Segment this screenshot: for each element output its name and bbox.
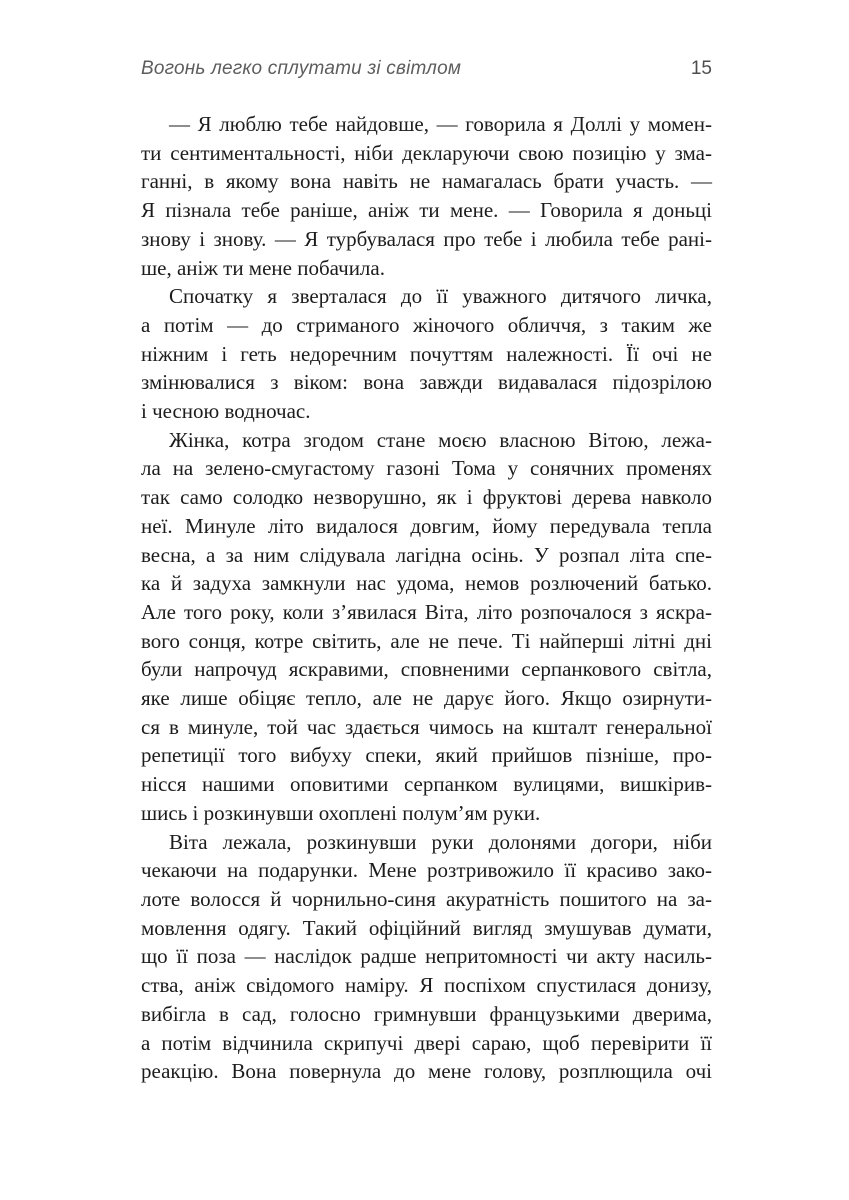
text-line: ти сентиментальності, ніби декларуючи свою позицію у зма- <box>141 140 712 165</box>
text-line: реакцію. Вона повернула до мене голову, розплющила очі <box>141 1059 712 1084</box>
text-line: ся в минуле, той час здається чимось на кшталт генеральної <box>141 714 712 739</box>
running-title: Вогонь легко сплутати зі світлом <box>141 58 462 79</box>
text-line: Але того року, коли з’явилася Віта, літо розпочалося з яскра- <box>141 599 712 624</box>
text-line: Жінка, котра згодом стане моєю власною Вітою, лежа- <box>169 427 712 452</box>
text-line: весна, а за ним слідувала лагідна осінь. У розпал літа спе- <box>141 542 712 567</box>
text-line: ніжним і геть недоречним почуттям належності. Її очі не <box>141 341 712 366</box>
text-line: ганні, в якому вона навіть не намагалась брати участь. — <box>141 169 712 194</box>
text-line: чекаючи на подарунки. Мене розтривожило її красиво зако- <box>141 858 712 883</box>
text-line: ка й задуха замкнули нас удома, немов розлючений батько. <box>141 571 712 596</box>
text-line: — Я люблю тебе найдовше, — говорила я Доллі у момен- <box>169 112 712 136</box>
text-line: лоте волосся й чорнильно-синя акуратність пошитого на за- <box>141 886 712 911</box>
body-text <box>141 110 712 1086</box>
text-line: змінювалися з віком: вона завжди видавалася підозрілою <box>141 370 712 395</box>
page-header <box>141 58 712 80</box>
text-line: так само солодко незворушно, як і фруктові дерева навколо <box>141 485 712 510</box>
text-line: репетиції того вибуху спеки, який прийшов пізніше, про- <box>141 743 712 768</box>
text-line: були напрочуд яскравими, сповненими серпанкового світла, <box>141 657 712 682</box>
text-line: ше, аніж ти мене побачила. <box>141 255 385 280</box>
text-line: мовлення одягу. Такий офіційний вигляд змушував думати, <box>141 915 712 940</box>
page-number: 15 <box>690 58 712 79</box>
text-line: неї. Минуле літо видалося довгим, йому передувала тепла <box>141 513 712 538</box>
text-line: вого сонця, котре світить, але не пече. Ті найперші літні дні <box>141 628 712 653</box>
text-line: нісся нашими оповитими серпанком вулицями, вишкірив- <box>141 772 712 797</box>
text-line: шись і розкинувши охоплені полум’ям руки. <box>141 800 541 825</box>
text-line: ства, аніж свідомого наміру. Я поспіхом спустилася донизу, <box>141 973 712 998</box>
text-line: а потім відчинила скрипучі двері сараю, щоб перевірити її <box>141 1030 712 1055</box>
text-line: Спочатку я зверталася до її уважного дитячого личка, <box>169 284 712 309</box>
text-line: а потім — до стриманого жіночого обличчя, з таким же <box>141 312 712 337</box>
text-line: знову і знову. — Я турбувалася про тебе і любила тебе рані- <box>141 226 712 251</box>
text-line: ла на зелено-смугастому газоні Тома у сонячних променях <box>141 456 712 481</box>
text-line: Я пізнала тебе раніше, аніж ти мене. — Говорила я доньці <box>141 198 712 223</box>
text-line: вибігла в сад, голосно гримнувши французькими дверима, <box>141 1001 712 1026</box>
text-line: яке лише обіцяє тепло, але не дарує його. Якщо озирнути- <box>141 686 712 711</box>
text-line: що її поза — наслідок радше непритомності чи акту насиль- <box>141 944 712 969</box>
text-line: Віта лежала, розкинувши руки долонями догори, ніби <box>169 829 712 854</box>
text-line: і чесною водночас. <box>141 399 311 424</box>
